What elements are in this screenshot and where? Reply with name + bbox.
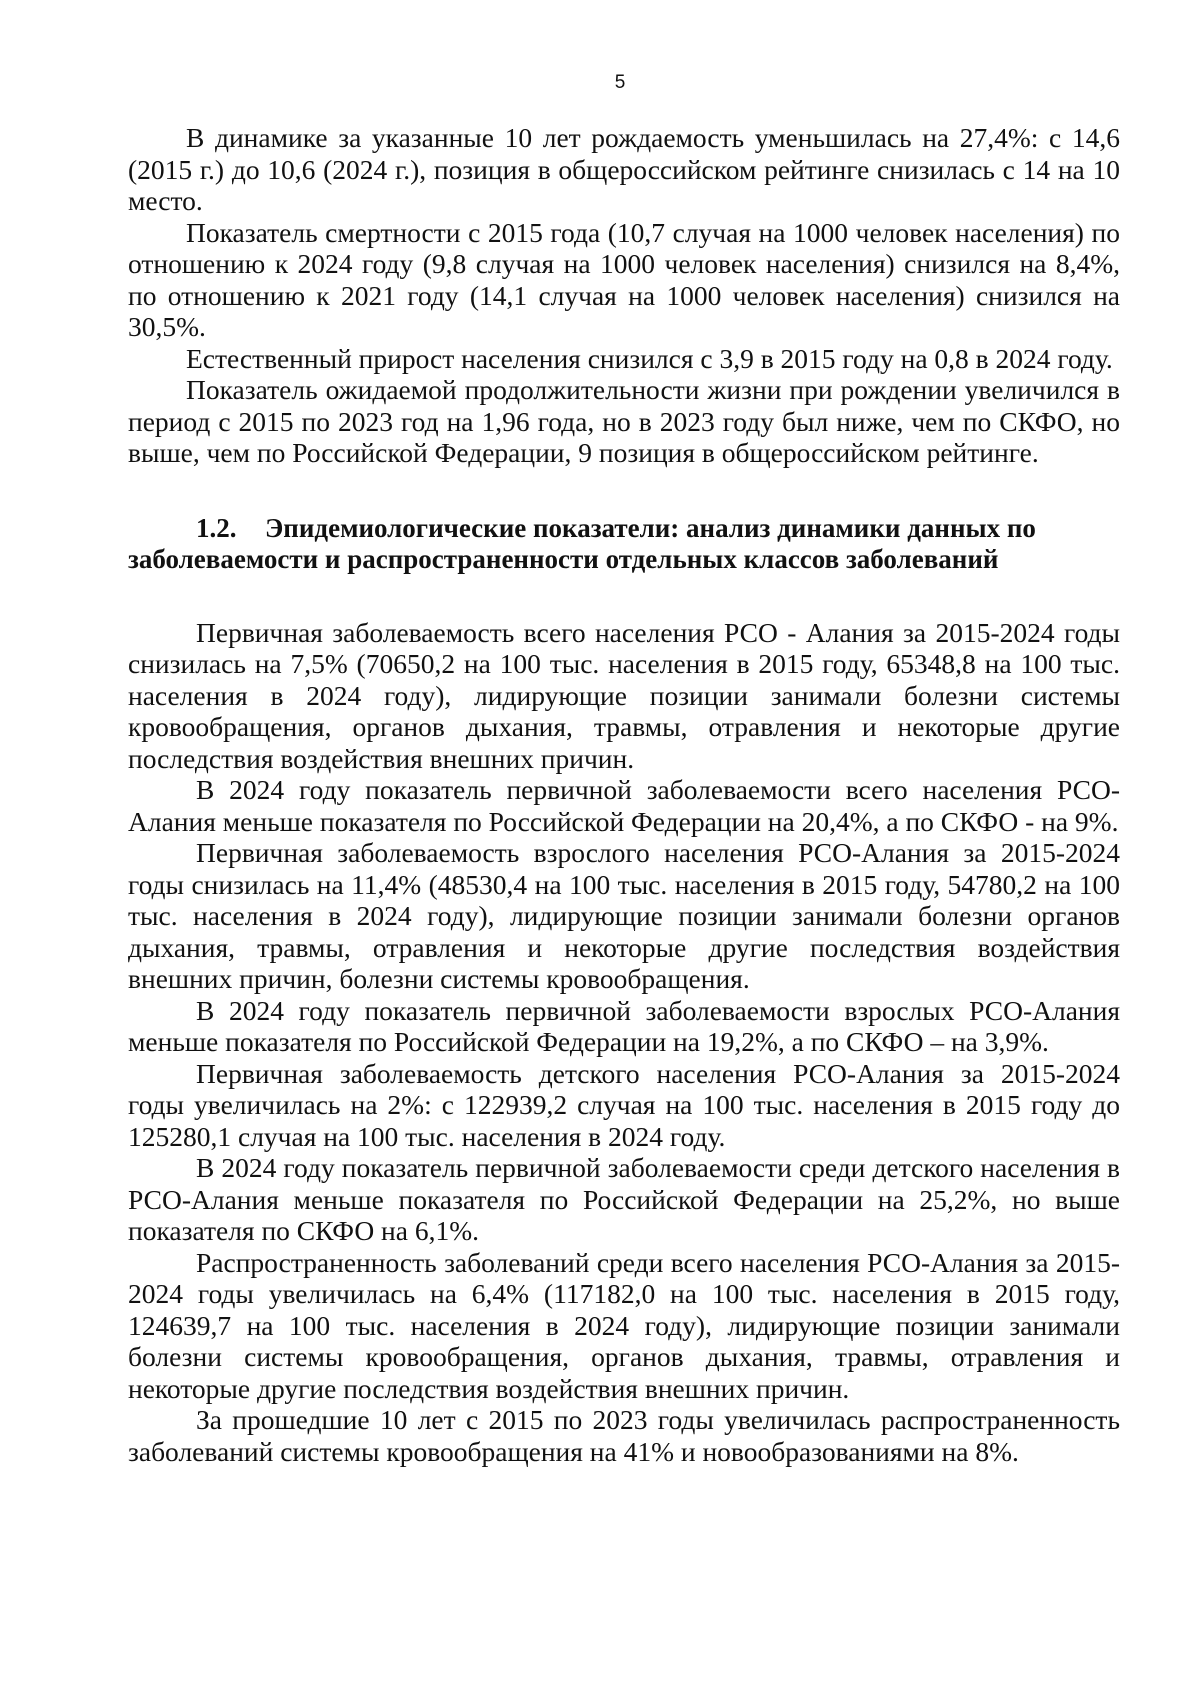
paragraph-prevalence-total: Распространенность заболеваний среди всего населения РСО-Алания за 2015-2024 годы увеличилась на 6,4% (117182,0 на 100 тыс. населения в 2015 году, 124639,7 на 100 тыс. населения в 2024 году), лидирующие позиции занимали болезни системы кровообращения, органов дыхания, травмы, отравления и некоторые другие последствия воздействия внешних причин. bbox=[128, 1246, 1120, 1404]
paragraph-prevalence-circulatory: За прошедшие 10 лет с 2015 по 2023 годы увеличилась распространенность заболеваний системы кровообращения на 41% и новообразованиями на 8%. bbox=[128, 1404, 1120, 1467]
page-number: 5 bbox=[614, 72, 626, 93]
paragraph-mortality: Показатель смертности с 2015 года (10,7 случая на 1000 человек населения) по отношению к 2024 году (9,8 случая на 1000 человек населения) снизился на 8,4%, по отношению к 2021 году (14,1 случая на 1000 человек населения) снизился на 30,5%. bbox=[128, 216, 1120, 342]
paragraph-primary-incidence-child: Первичная заболеваемость детского населения РСО-Алания за 2015-2024 годы увеличилась на 2%: с 122939,2 случая на 100 тыс. населения в 2015 году до 125280,1 случая на 100 тыс. населения в 2024 году. bbox=[128, 1057, 1120, 1152]
paragraph-incidence-vs-rf-child: В 2024 году показатель первичной заболеваемости среди детского населения в РСО-Алания меньше показателя по Российской Федерации на 25,2%, но выше показателя по СКФО на 6,1%. bbox=[128, 1152, 1120, 1246]
paragraph-life-expectancy: Показатель ожидаемой продолжительности жизни при рождении увеличился в период с 2015 по 2023 год на 1,96 года, но в 2023 году был ниже, чем по СКФО, но выше, чем по Российской Федерации, 9 позиция в общероссийском рейтинге. bbox=[128, 374, 1120, 468]
section-heading bbox=[128, 513, 1120, 575]
section-title: Эпидемиологические показатели: анализ динамики данных по заболеваемости и распространенности отдельных классов заболеваний bbox=[128, 512, 1036, 574]
paragraph-primary-incidence-adult: Первичная заболеваемость взрослого населения РСО-Алания за 2015-2024 годы снизилась на 11,4% (48530,4 на 100 тыс. населения в 2015 году, 54780,2 на 100 тыс. населения в 2024 году), лидирующие позиции занимали болезни органов дыхания, травмы, отравления и некоторые другие последствия воздействия внешних причин, болезни системы кровообращения. bbox=[128, 837, 1120, 994]
paragraph-incidence-vs-rf-total: В 2024 году показатель первичной заболеваемости всего населения РСО-Алания меньше показателя по Российской Федерации на 20,4%, а по СКФО - на 9%. bbox=[128, 774, 1120, 837]
paragraph-natural-growth: Естественный прирост населения снизился с 3,9 в 2015 году на 0,8 в 2024 году. bbox=[186, 342, 1113, 374]
section-number: 1.2. bbox=[196, 512, 237, 543]
paragraph-primary-incidence-total: Первичная заболеваемость всего населения РСО - Алания за 2015-2024 годы снизилась на 7,5% (70650,2 на 100 тыс. населения в 2015 году, 65348,8 на 100 тыс. населения в 2024 году), лидирующие позиции занимали болезни системы кровообращения, органов дыхания, травмы, отравления и некоторые другие последствия воздействия внешних причин. bbox=[128, 616, 1120, 774]
paragraph-incidence-vs-rf-adult: В 2024 году показатель первичной заболеваемости взрослых РСО-Алания меньше показателя по Российской Федерации на 19,2%, а по СКФО – на 3,9%. bbox=[128, 994, 1120, 1057]
document-body bbox=[128, 122, 1120, 1467]
paragraph-birth-rate: В динамике за указанные 10 лет рождаемость уменьшилась на 27,4%: с 14,6 (2015 г.) до 10,6 (2024 г.), позиция в общероссийском рейтинге снизилась с 14 на 10 место. bbox=[128, 122, 1120, 216]
